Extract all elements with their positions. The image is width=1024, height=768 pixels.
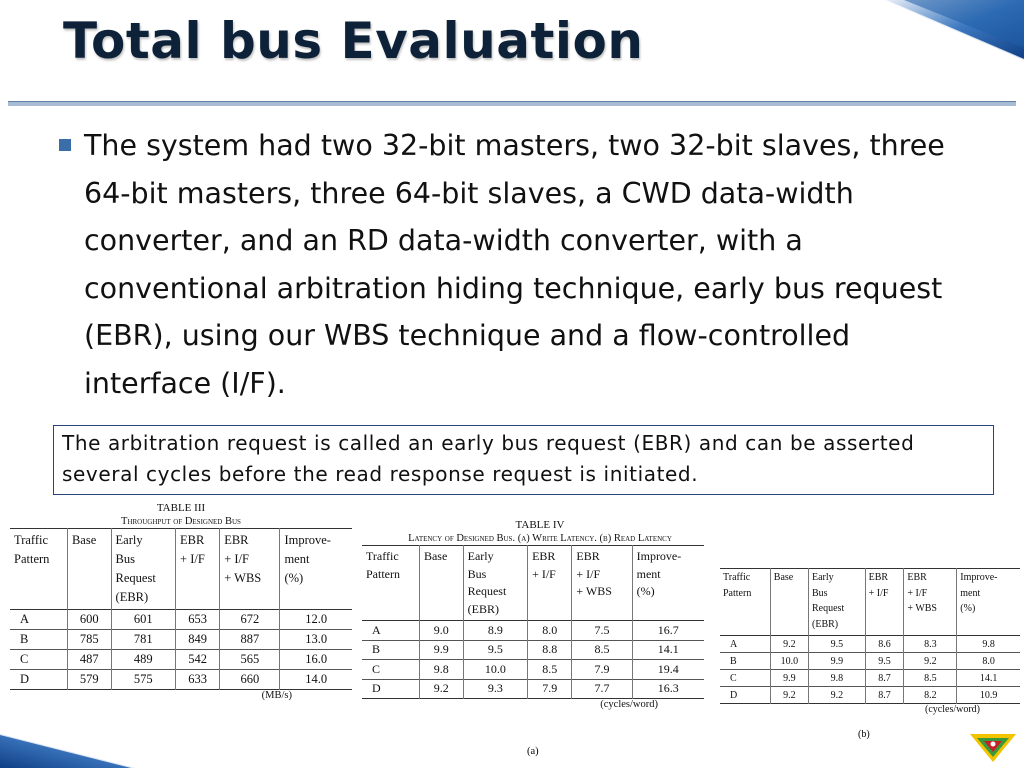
table-cell: 9.2	[419, 679, 463, 699]
table-cell: 565	[220, 650, 280, 670]
table-cell: 660	[220, 670, 280, 690]
table-cell: 785	[67, 630, 111, 650]
column-header: EBR + I/F + WBS	[220, 529, 280, 610]
table-cell: 653	[176, 610, 220, 630]
table-cell: 9.3	[463, 679, 527, 699]
column-header: EBR + I/F + WBS	[904, 569, 957, 636]
write-latency-table	[362, 545, 704, 699]
table-cell: 19.4	[632, 660, 704, 680]
table-cell: 781	[111, 630, 175, 650]
table-label: TABLE III	[156, 502, 206, 514]
table-cell: 9.8	[957, 636, 1020, 653]
table-label: TABLE IV	[515, 519, 565, 531]
table-cell: 849	[176, 630, 220, 650]
column-header: Base	[419, 546, 463, 621]
table-cell: 601	[111, 610, 175, 630]
table-cell: 16.3	[632, 679, 704, 699]
title-divider	[8, 102, 1016, 106]
table-cell: 7.5	[572, 621, 632, 641]
bullet-text: The system had two 32-bit masters, two 32-bit slaves, three 64-bit masters, three 64-bit slaves, a CWD data-width converter, and an RD data-width converter, with a conventional arbitration hiding technique, early bus request (EBR), using our WBS technique and a flow-controlled interface (I/F).	[84, 129, 945, 400]
note-box: The arbitration request is called an early bus request (EBR) and can be asserted several cycles before the read response request is initiated.	[53, 425, 994, 495]
table-cell: 9.2	[809, 687, 866, 704]
column-header: EBR + I/F	[176, 529, 220, 610]
table-cell: 8.7	[865, 670, 904, 687]
table-cell: 600	[67, 610, 111, 630]
table-cell: 7.9	[572, 660, 632, 680]
table-cell: 10.0	[770, 653, 808, 670]
bullet-square-icon	[59, 139, 71, 151]
slide-title: Total bus Evaluation	[63, 12, 644, 70]
table-cell: 9.8	[809, 670, 866, 687]
table-cell: 16.0	[280, 650, 352, 670]
table-cell: 10.0	[463, 660, 527, 680]
table-cell: B	[730, 655, 737, 667]
table-header-row	[362, 546, 704, 621]
table-sub-label-b: (b)	[858, 729, 870, 740]
column-header: Base	[770, 569, 808, 636]
table-unit: (cycles/word)	[600, 699, 658, 710]
table-cell: B	[20, 632, 29, 646]
column-header: Improve- ment (%)	[957, 569, 1020, 636]
column-header: Early Bus Request (EBR)	[809, 569, 866, 636]
table-cell: 8.0	[528, 621, 572, 641]
read-latency-table	[720, 568, 1020, 704]
table-caption: Throughput of Designed Bus	[121, 516, 241, 527]
corner-decoration-bottom-left	[0, 732, 135, 768]
table-cell: 9.5	[865, 653, 904, 670]
table-cell: 8.2	[904, 687, 957, 704]
corner-decoration-top-right	[884, 0, 1024, 60]
table-cell: 8.0	[957, 653, 1020, 670]
table-row	[362, 640, 704, 660]
table-cell: 8.6	[865, 636, 904, 653]
column-header: Early Bus Request (EBR)	[463, 546, 527, 621]
table-cell: D	[20, 672, 30, 686]
table-row	[10, 670, 352, 690]
table-cell: 489	[111, 650, 175, 670]
column-header: Improve- ment (%)	[632, 546, 704, 621]
table-cell: 8.5	[572, 640, 632, 660]
table-cell: 8.5	[904, 670, 957, 687]
table-header-row	[10, 529, 352, 610]
table-cell: 575	[111, 670, 175, 690]
table-cell: 9.2	[904, 653, 957, 670]
table-cell: 12.0	[280, 610, 352, 630]
table-row	[720, 687, 1020, 704]
column-header: Traffic Pattern	[366, 549, 400, 581]
throughput-table	[10, 528, 352, 690]
table-row	[720, 653, 1020, 670]
table-cell: A	[20, 612, 30, 626]
table-cell: 8.5	[528, 660, 572, 680]
table-row	[720, 636, 1020, 653]
table-cell: 579	[67, 670, 111, 690]
table-cell: 9.2	[770, 687, 808, 704]
table-cell: 9.2	[770, 636, 808, 653]
table-cell: 8.9	[463, 621, 527, 641]
column-header: EBR + I/F	[865, 569, 904, 636]
table-cell: 9.9	[770, 670, 808, 687]
table-cell: 16.7	[632, 621, 704, 641]
table-row	[10, 650, 352, 670]
table-header-row	[720, 569, 1020, 636]
column-header: Traffic Pattern	[14, 533, 50, 566]
table-unit: (MB/s)	[261, 690, 292, 701]
table-cell: 9.5	[809, 636, 866, 653]
table-cell: D	[730, 689, 738, 701]
table-cell: 7.7	[572, 679, 632, 699]
table-unit: (cycles/word)	[925, 704, 980, 715]
column-header: Improve- ment (%)	[280, 529, 352, 610]
table-row	[720, 670, 1020, 687]
table-cell: 8.3	[904, 636, 957, 653]
table-cell: 10.9	[957, 687, 1020, 704]
table-cell: 9.8	[419, 660, 463, 680]
column-header: Traffic Pattern	[723, 572, 752, 599]
table-row	[10, 610, 352, 630]
university-emblem-icon	[968, 732, 1018, 764]
column-header: Early Bus Request (EBR)	[111, 529, 175, 610]
column-header: EBR + I/F	[528, 546, 572, 621]
table-cell: 13.0	[280, 630, 352, 650]
table-cell: C	[372, 661, 381, 676]
table-cell: 8.8	[528, 640, 572, 660]
table-cell: 487	[67, 650, 111, 670]
table-cell: 7.9	[528, 679, 572, 699]
table-cell: D	[372, 681, 381, 696]
column-header: EBR + I/F + WBS	[572, 546, 632, 621]
table-cell: 9.9	[809, 653, 866, 670]
read-latency-table-block	[720, 568, 1020, 715]
table-cell: B	[372, 642, 381, 657]
table-cell: A	[730, 638, 738, 650]
table-cell: 672	[220, 610, 280, 630]
column-header: Base	[67, 529, 111, 610]
table-cell: 14.0	[280, 670, 352, 690]
table-cell: 9.5	[463, 640, 527, 660]
table-sub-label-a: (a)	[527, 746, 539, 757]
table-cell: 887	[220, 630, 280, 650]
throughput-table-block	[10, 502, 352, 701]
table-cell: 9.0	[419, 621, 463, 641]
table-row	[362, 621, 704, 641]
table-cell: C	[20, 652, 29, 666]
table-cell: 542	[176, 650, 220, 670]
table-cell: 633	[176, 670, 220, 690]
table-cell: 14.1	[957, 670, 1020, 687]
table-cell: 9.9	[419, 640, 463, 660]
table-row	[362, 660, 704, 680]
table-row	[362, 679, 704, 699]
table-cell: 14.1	[632, 640, 704, 660]
table-cell: A	[372, 622, 381, 637]
table-row	[10, 630, 352, 650]
table-cell: 8.7	[865, 687, 904, 704]
table-caption: Latency of Designed Bus. (a) Write Latency. (b) Read Latency	[408, 533, 672, 544]
write-latency-table-block	[362, 519, 718, 710]
table-cell: C	[730, 672, 737, 684]
